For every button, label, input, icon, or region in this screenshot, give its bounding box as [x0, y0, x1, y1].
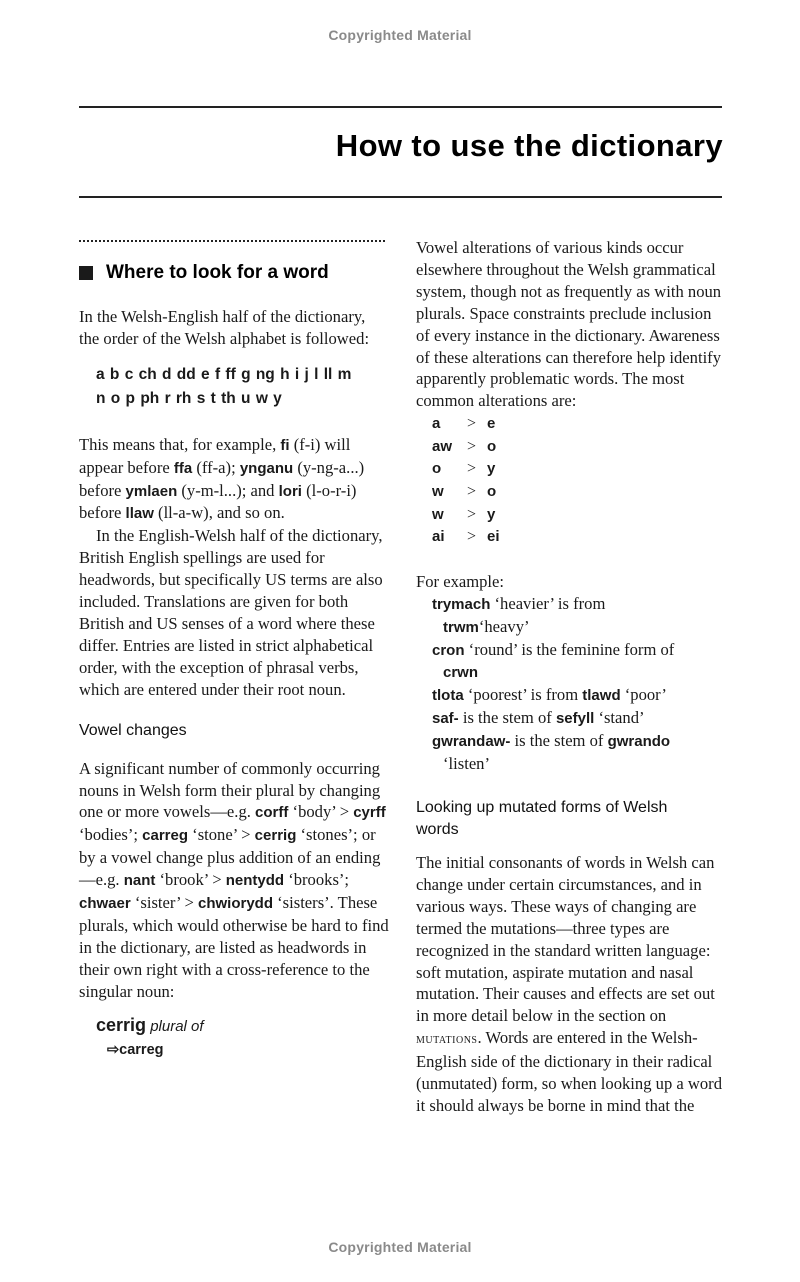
examples-list: [416, 593, 728, 775]
welsh-alphabet: [79, 363, 389, 411]
intro-paragraph: In the Welsh-English half of the dictionary, the order of the Welsh alphabet is followed:: [79, 306, 370, 348]
example-item-continued: trwm‘heavy’: [443, 616, 530, 636]
example-item: trymach ‘heavier’ is from: [432, 593, 606, 613]
alteration-row: aw > o: [432, 437, 497, 455]
entry-label: plural of: [150, 1017, 204, 1035]
example-item: gwrandaw- is the stem of gwrando: [432, 731, 671, 751]
example-item-continued: ‘listen’: [443, 754, 491, 774]
copyright-watermark-bottom: Copyrighted Material: [328, 1239, 472, 1255]
example-item-continued: crwn: [443, 664, 479, 682]
bullet-square-icon: [79, 266, 93, 280]
title-rule-bottom: [79, 196, 722, 198]
entry-cross-reference: carreg: [119, 1041, 164, 1058]
alphabet-line-2: n o p ph r rh s t th u w y: [96, 389, 282, 407]
title-rule-top: [79, 106, 722, 108]
section-dotted-divider: [79, 240, 385, 242]
alteration-row: a > e: [432, 415, 496, 433]
entry-headword: cerrig: [96, 1014, 147, 1035]
section-heading: [79, 262, 389, 284]
copyright-watermark-top: Copyrighted Material: [328, 27, 472, 43]
example-item: tlota ‘poorest’ is from tlawd ‘poor’: [432, 685, 667, 705]
alteration-row: o > y: [432, 460, 496, 478]
mutations-paragraph: The initial consonants of words in Welsh can change under certain circumstances, and in various ways. These ways of changing are termed the mutations—three types are recognized in the standard written language: soft mutation, aspirate mutation and nasal mutation. Their causes and effects are set out in more detail below in the section on mutations. Words are entered in the Welsh-English side of the dictionary in their radical (unmutated) form, so when looking up a word it should always be borne in mind that the: [416, 852, 723, 1115]
vowel-changes-paragraph: A significant number of commonly occurring nouns in Welsh form their plural by changing one or more vowels—e.g. corff ‘body’ > cyrff ‘bodies’; carreg ‘stone’ > cerrig ‘stones’; or by a vowel change plus addition of an ending—e.g. nant ‘brook’ > nentydd ‘brooks’; chwaer ‘sister’ > chwiorydd ‘sisters’. These plurals, which would otherwise be hard to find in the dictionary, are listed as headwords in their own right with a cross-reference to the singular noun:: [79, 758, 389, 1001]
english-welsh-paragraph: In the English-Welsh half of the dictionary, British English spellings are used for headwords, but specifically US terms are also included. Translations are given for both British and US senses of a word where these differ. Entries are listed in strict alphabetical order, with the exception of phrasal verbs, which are entered under their root noun.: [79, 526, 383, 699]
subheading-vowel-changes: Vowel changes: [79, 721, 187, 739]
sample-entry: [79, 1014, 389, 1061]
right-column: [416, 237, 728, 1117]
for-example-label: For example:: [416, 571, 505, 591]
alteration-row: w > o: [432, 483, 497, 501]
section-heading-text: Where to look for a word: [106, 262, 329, 283]
alphabet-line-1: a b c ch d dd e f ff g ng h i j l ll m: [96, 365, 352, 383]
page-title: How to use the dictionary: [335, 128, 723, 163]
left-column: [79, 262, 389, 1061]
mutations-small-caps-ref: mutations: [416, 1032, 478, 1048]
example-item: cron ‘round’ is the feminine form of: [432, 639, 675, 659]
subheading-mutated-forms: Looking up mutated forms of Welsh words: [416, 798, 668, 838]
example-item: saf- is the stem of sefyll ‘stand’: [432, 708, 645, 728]
alteration-row: ai > ei: [432, 528, 500, 546]
vowel-alterations-paragraph: Vowel alterations of various kinds occur elsewhere throughout the Welsh grammatical system, though not as frequently as with noun plurals. Space constraints preclude inclusion of every instance in the dictionary. Awareness of these alterations can therefore help identify apparently problematic words. The most common alterations are:: [416, 238, 722, 411]
alterations-list: [416, 413, 728, 549]
alteration-row: w > y: [432, 505, 496, 523]
cross-reference-arrow-icon: ⇨: [107, 1041, 120, 1058]
ordering-example-paragraph: This means that, for example, fi (f-i) will appear before ffa (ff-a); ynganu (y-ng-a...) before ymlaen (y-m-l...); and lori (l-o-r-i) before llaw (ll-a-w), and so on.: [79, 434, 365, 523]
